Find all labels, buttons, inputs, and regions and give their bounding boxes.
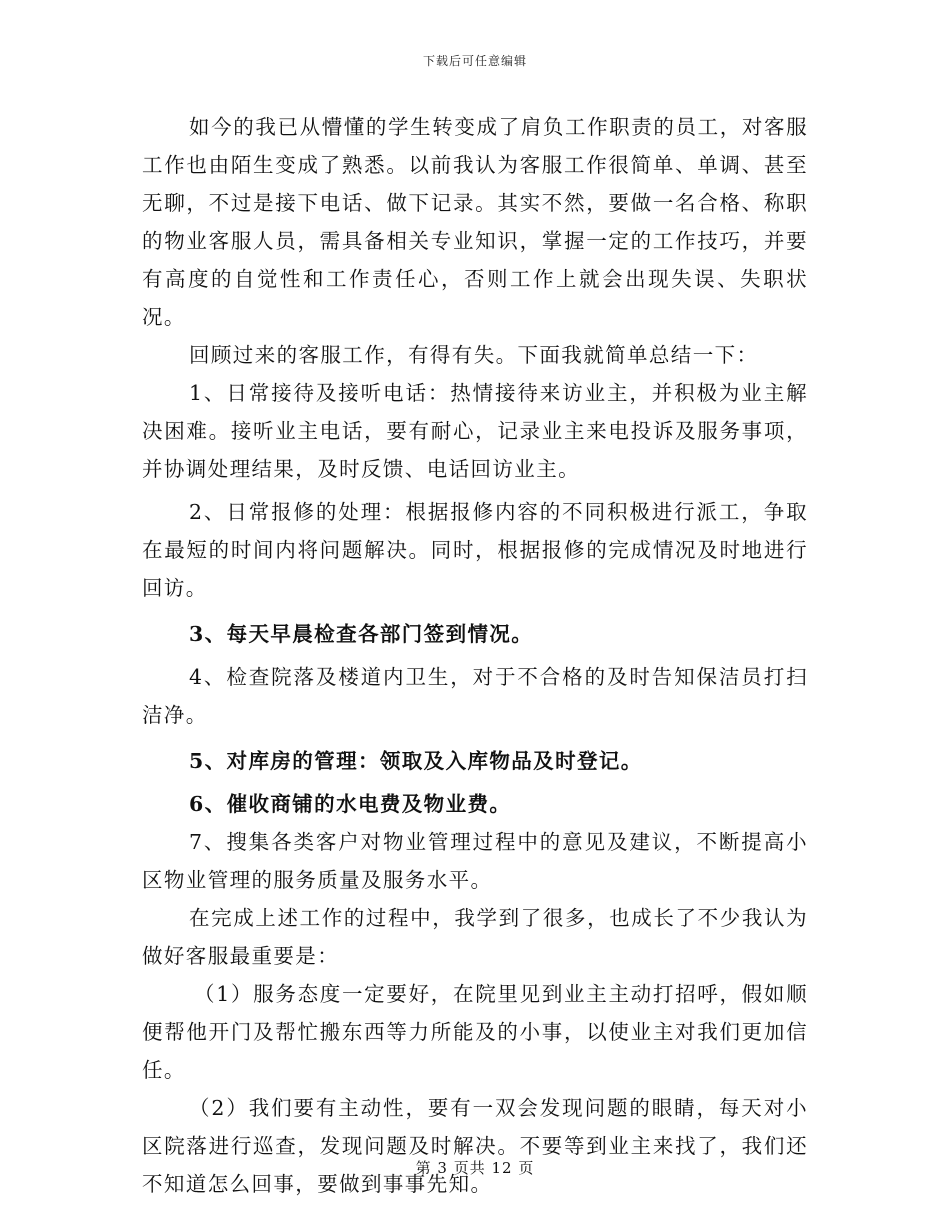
paragraph-point-1: （1）服务态度一定要好，在院里见到业主主动打招呼，假如顺便帮他开门及帮忙搬东西等力所能及的小事，以使业主对我们更加信任。 xyxy=(142,982,808,1082)
paragraph-intro: 如今的我已从懵懂的学生转变成了肩负工作职责的员工，对客服工作也由陌生变成了熟悉。以前我认为客服工作很简单、单调、甚至无聊，不过是接下电话、做下记录。其实不然，要做一名合格、称职的物业客服人员，需具备相关专业知识，掌握一定的工作技巧，并要有高度的自觉性和工作责任心，否则工作上就会出现失误、失职状况。 xyxy=(142,115,808,329)
paragraph-reflection: 在完成上述工作的过程中，我学到了很多，也成长了不少我认为做好客服最重要是： xyxy=(142,906,808,968)
paragraph-item-3: 3、每天早晨检查各部门签到情况。 xyxy=(189,622,534,646)
paragraph-item-7: 7、搜集各类客户对物业管理过程中的意见及建议，不断提高小区物业管理的服务质量及服务水平。 xyxy=(142,830,808,892)
paragraph-item-6: 6、催收商铺的水电费及物业费。 xyxy=(189,792,512,816)
paragraph-item-4: 4、检查院落及楼道内卫生，对于不合格的及时告知保洁员打扫洁净。 xyxy=(142,665,808,727)
paragraph-item-2: 2、日常报修的处理：根据报修内容的不同积极进行派工，争取在最短的时间内将问题解决。同时，根据报修的完成情况及时地进行回访。 xyxy=(142,500,808,600)
paragraph-point-2: （2）我们要有主动性，要有一双会发现问题的眼睛，每天对小区院落进行巡查，发现问题及时解决。不要等到业主来找了，我们还不知道怎么回事，要做到事事先知。 xyxy=(142,1096,808,1196)
page-number: 第 3 页共 12 页 xyxy=(415,1159,535,1177)
paragraph-item-1: 1、日常接待及接听电话：热情接待来访业主，并积极为业主解决困难。接听业主电话，要有耐心，记录业主来电投诉及服务事项，并协调处理结果，及时反馈、电话回访业主。 xyxy=(142,381,808,481)
header-note: 下载后可任意编辑 xyxy=(422,54,527,68)
paragraph-review: 回顾过来的客服工作，有得有失。下面我就简单总结一下： xyxy=(189,343,759,367)
paragraph-item-5: 5、对库房的管理：领取及入库物品及时登记。 xyxy=(189,749,643,773)
document-body xyxy=(142,108,808,1203)
